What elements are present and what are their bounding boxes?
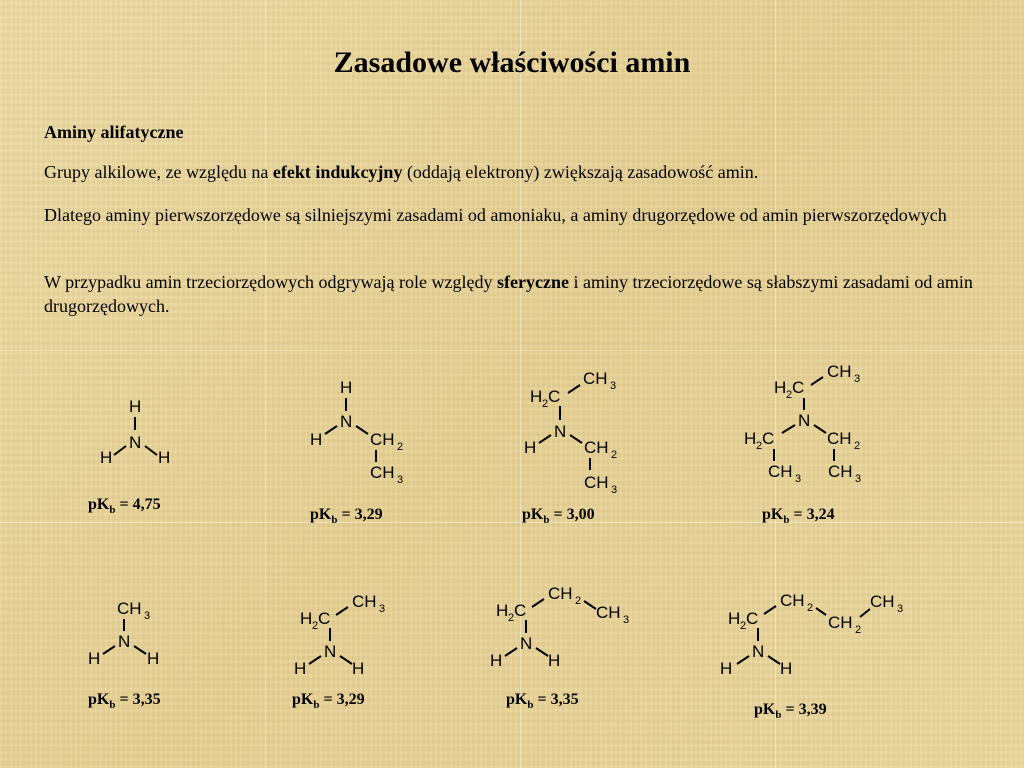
pkb-value: 4,75 [132, 496, 161, 513]
atom-label: H [129, 397, 142, 416]
pkb-label-propylamine [506, 691, 579, 711]
atom-label: H [100, 448, 113, 467]
pkb-label-ethylamine [310, 506, 383, 526]
paragraph-primary-secondary: Dlatego aminy pierwszorzędowe są silniejszymi zasadami od amoniaku, a aminy drugorzędowe od amin pierwszorzędowych [44, 205, 947, 225]
atom-label: H [88, 649, 101, 668]
atom-label: H [300, 609, 313, 628]
paragraph-text: i aminy trzeciorzędowe są słabszymi zasadami od amin drugorzędowych. [44, 272, 973, 316]
pkb-value: 3,35 [132, 691, 161, 708]
atom-label: N [554, 422, 567, 441]
pkb-value: 3,29 [354, 506, 383, 523]
diethylamine-structure [524, 369, 617, 496]
atom-label: H [310, 430, 323, 449]
atom-subscript: 2 [312, 620, 319, 632]
methylamine-structure [88, 599, 159, 668]
pkb-equals: = [781, 701, 799, 718]
atom-label: C [746, 609, 759, 628]
paragraph-emphasis: sferyczne [497, 272, 569, 292]
atom-label: N [520, 634, 533, 653]
atom-subscript: 2 [740, 620, 747, 632]
pkb-equals: = [115, 691, 133, 708]
atom-subscript: 2 [855, 624, 862, 636]
atom-label: CH [596, 603, 621, 622]
pkb-symbol: pK [88, 691, 110, 708]
atom-label: H [548, 651, 561, 670]
atom-label: CH [768, 462, 793, 481]
pkb-value: 3,24 [806, 506, 835, 523]
atom-label: H [524, 438, 537, 457]
pkb-equals: = [533, 691, 551, 708]
atom-subscript: 3 [897, 603, 904, 615]
pkb-symbol: pK [88, 496, 110, 513]
atom-label: CH [780, 591, 805, 610]
pkb-symbol: pK [762, 506, 784, 523]
pkb-symbol: pK [310, 506, 332, 523]
pkb-equals: = [115, 496, 133, 513]
atom-label: H [720, 659, 733, 678]
atom-label: H [780, 659, 793, 678]
pkb-value: 3,00 [566, 506, 595, 523]
atom-label: CH [828, 613, 853, 632]
atom-label: CH [584, 438, 609, 457]
pkb-symbol: pK [754, 701, 776, 718]
atom-subscript: 3 [610, 380, 617, 392]
atom-subscript: 3 [611, 484, 618, 496]
pkb-symbol: pK [506, 691, 528, 708]
pkb-subscript: b [109, 699, 116, 712]
atom-label: C [762, 429, 775, 448]
pkb-subscript: b [109, 504, 116, 517]
atom-label: H [340, 378, 353, 397]
pkb-subscript: b [331, 514, 338, 527]
pkb-label-butylamine [754, 701, 827, 721]
atom-subscript: 3 [623, 614, 630, 626]
atom-label: H [352, 659, 365, 678]
atom-subscript: 3 [379, 603, 386, 615]
atom-subscript: 2 [786, 389, 793, 401]
atom-subscript: 3 [397, 474, 404, 486]
pkb-subscript: b [313, 699, 320, 712]
pkb-value: 3,39 [798, 701, 827, 718]
pkb-equals: = [789, 506, 807, 523]
paragraph-text: Grupy alkilowe, ze względu na [44, 162, 273, 182]
atom-subscript: 2 [807, 602, 814, 614]
atom-label: CH [870, 592, 895, 611]
atom-subscript: 2 [611, 449, 618, 461]
atom-label: H [158, 448, 171, 467]
pkb-label-triethylamine [762, 506, 835, 526]
atom-label: CH [370, 463, 395, 482]
atom-subscript: 2 [756, 440, 763, 452]
paragraph-emphasis: efekt indukcyjny [272, 162, 403, 182]
paragraph-text: W przypadku amin trzeciorzędowych odgrywają role względy [44, 272, 497, 292]
ammonia-structure [100, 397, 170, 467]
atom-label: N [129, 433, 142, 452]
atom-label: CH [583, 369, 608, 388]
atom-label: CH [584, 473, 609, 492]
atom-subscript: 2 [542, 398, 549, 410]
pkb-equals: = [319, 691, 337, 708]
atom-label: CH [370, 430, 395, 449]
pkb-label-ethylamine-primary [292, 691, 365, 711]
pkb-equals: = [337, 506, 355, 523]
atom-label: N [752, 642, 765, 661]
atom-subscript: 3 [795, 473, 802, 485]
atom-label: C [548, 387, 561, 406]
pkb-symbol: pK [292, 691, 314, 708]
atom-subscript: 2 [508, 612, 515, 624]
atom-label: H [490, 651, 503, 670]
propylamine-structure [490, 584, 629, 670]
atom-subscript: 3 [854, 373, 861, 385]
atom-subscript: 3 [144, 610, 151, 622]
atom-label: H [774, 378, 787, 397]
atom-label: C [792, 378, 805, 397]
ethylamine-structure [310, 378, 403, 486]
atom-label: H [496, 601, 509, 620]
atom-label: CH [352, 592, 377, 611]
triethylamine-structure [744, 362, 861, 485]
atom-label: N [798, 411, 811, 430]
pkb-subscript: b [783, 514, 790, 527]
atom-label: N [324, 642, 337, 661]
atom-label: H [147, 649, 160, 668]
paragraph-text: (oddają elektrony) zwiększają zasadowość amin. [402, 162, 759, 182]
atom-label: H [728, 609, 741, 628]
atom-label: H [294, 659, 307, 678]
pkb-label-diethylamine [522, 506, 595, 526]
ethylamine-primary-structure [294, 592, 385, 678]
atom-label: H [530, 387, 543, 406]
slide-title: Zasadowe właściwości amin [333, 46, 691, 79]
pkb-equals: = [549, 506, 567, 523]
atom-label: CH [827, 429, 852, 448]
pkb-subscript: b [775, 709, 782, 722]
atom-subscript: 2 [397, 441, 404, 453]
atom-label: C [318, 609, 331, 628]
pkb-value: 3,35 [550, 691, 579, 708]
atom-subscript: 2 [575, 595, 582, 607]
atom-subscript: 2 [854, 440, 861, 452]
pkb-subscript: b [527, 699, 534, 712]
atom-subscript: 3 [855, 473, 862, 485]
atom-label: N [340, 412, 353, 431]
atom-label: C [514, 601, 527, 620]
atom-label: CH [828, 462, 853, 481]
pkb-label-methylamine [88, 691, 161, 711]
atom-label: N [118, 632, 131, 651]
atom-label: H [744, 429, 757, 448]
section-heading: Aminy alifatyczne [44, 122, 184, 142]
pkb-subscript: b [543, 514, 550, 527]
atom-label: CH [827, 362, 852, 381]
pkb-value: 3,29 [336, 691, 365, 708]
butylamine-structure [720, 591, 903, 678]
pkb-label-ammonia [88, 496, 161, 516]
atom-label: CH [548, 584, 573, 603]
atom-label: CH [117, 599, 142, 618]
pkb-symbol: pK [522, 506, 544, 523]
